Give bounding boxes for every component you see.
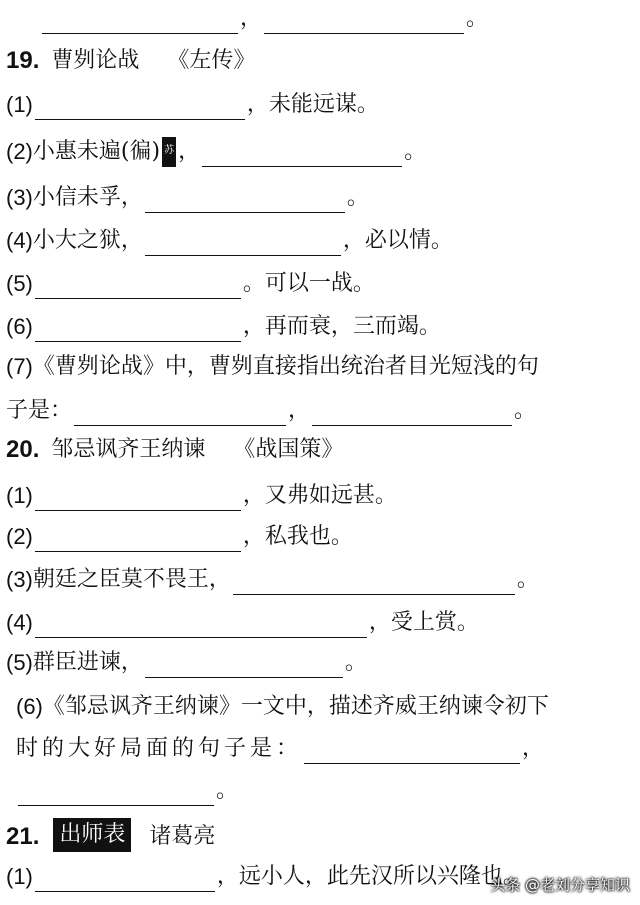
item-text: ，私我也。 xyxy=(242,524,353,549)
item-text: ，必以情。 xyxy=(342,228,453,253)
item-label: (3) xyxy=(6,185,33,210)
section-title: 邹忌讽齐王纳谏 xyxy=(51,437,206,462)
item-text: 《邹忌讽齐王纳谏》一文中，描述齐威王纳谏令初下 xyxy=(42,694,549,719)
blank xyxy=(74,401,286,426)
blank xyxy=(304,739,520,764)
comma: ， xyxy=(522,736,545,761)
item-label: (2) xyxy=(6,139,33,164)
item-label: (1) xyxy=(6,92,33,117)
blank xyxy=(35,613,367,638)
item-text: ，又弗如远甚。 xyxy=(242,483,397,508)
section-source: 《左传》 xyxy=(167,48,256,73)
period: 。 xyxy=(514,398,537,423)
blank xyxy=(42,9,238,34)
blank xyxy=(35,867,215,892)
question-item xyxy=(16,692,636,722)
item-text: 群臣进谏， xyxy=(32,650,143,675)
blank xyxy=(264,9,464,34)
question-item xyxy=(6,481,636,511)
item-text: ，受上赏。 xyxy=(368,610,479,635)
item-label: (4) xyxy=(6,610,33,635)
item-label: (4) xyxy=(6,228,33,253)
watermark-text: 头条 @老刘分享知识 xyxy=(490,876,630,894)
period: 。 xyxy=(404,139,427,164)
period: 。 xyxy=(344,650,367,675)
item-label: (1) xyxy=(6,864,33,889)
item-label: (6) xyxy=(6,314,33,339)
item-label: (6) xyxy=(16,694,43,719)
top-fill-line xyxy=(40,4,636,34)
period: 。 xyxy=(346,185,369,210)
section-heading-19 xyxy=(6,46,636,76)
item-text: ，未能远谋。 xyxy=(246,92,379,117)
question-item xyxy=(6,90,636,120)
blank xyxy=(145,188,345,213)
question-item xyxy=(6,522,636,552)
section-title: 曹刿论战 xyxy=(51,48,140,73)
question-item xyxy=(6,183,636,213)
blank xyxy=(202,142,402,167)
blank xyxy=(35,486,241,511)
section-number: 21. xyxy=(6,823,40,850)
item-text: 。可以一战。 xyxy=(242,271,375,296)
section-source: 《战国策》 xyxy=(233,437,344,462)
question-item-continued xyxy=(16,734,636,764)
question-item xyxy=(6,226,636,256)
question-item xyxy=(6,608,636,638)
section-author: 诸葛亮 xyxy=(149,824,216,849)
question-item-continued xyxy=(6,396,636,426)
blank xyxy=(35,317,241,342)
comma: ， xyxy=(288,398,311,423)
highlight-tag: 苏 xyxy=(162,137,176,167)
item-label: (5) xyxy=(6,650,33,675)
question-item xyxy=(6,565,636,595)
blank xyxy=(145,231,341,256)
item-text: 小惠未遍(徧) xyxy=(32,139,161,164)
item-text: 《曹刿论战》中，曹刿直接指出统治者目光短浅的句 xyxy=(32,354,539,379)
question-item xyxy=(6,312,636,342)
item-text: 子是： xyxy=(6,398,73,423)
question-item xyxy=(6,648,636,678)
item-text: 朝廷之臣莫不畏王， xyxy=(32,567,231,592)
question-item xyxy=(6,352,636,382)
item-label: (5) xyxy=(6,271,33,296)
comma: ， xyxy=(178,139,201,164)
blank xyxy=(145,653,343,678)
item-text: 小大之狱， xyxy=(32,228,143,253)
item-label: (3) xyxy=(6,567,33,592)
period: 。 xyxy=(216,778,239,803)
period: 。 xyxy=(466,6,489,31)
item-text: 小信未孚， xyxy=(32,185,143,210)
comma: ， xyxy=(240,6,263,31)
question-item xyxy=(6,269,636,299)
item-label: (2) xyxy=(6,524,33,549)
blank xyxy=(35,527,241,552)
question-item-continued xyxy=(16,776,636,806)
blank xyxy=(35,95,245,120)
section-heading-20 xyxy=(6,435,636,465)
blank xyxy=(35,274,241,299)
section-heading-21 xyxy=(6,818,636,852)
item-label: (7) xyxy=(6,354,33,379)
item-text: ，再而衰，三而竭。 xyxy=(242,314,441,339)
section-number: 20. xyxy=(6,436,40,463)
period: 。 xyxy=(516,567,539,592)
item-text: 时的大好局面的句子是： xyxy=(16,736,303,761)
blank xyxy=(18,781,214,806)
blank xyxy=(312,401,512,426)
question-item xyxy=(6,137,636,167)
section-title: 出师表 xyxy=(53,818,131,852)
item-text: ，远小人，此先汉所以兴隆也。 xyxy=(216,864,525,889)
item-label: (1) xyxy=(6,483,33,508)
section-number: 19. xyxy=(6,47,40,74)
watermark xyxy=(490,874,630,895)
blank xyxy=(233,570,515,595)
